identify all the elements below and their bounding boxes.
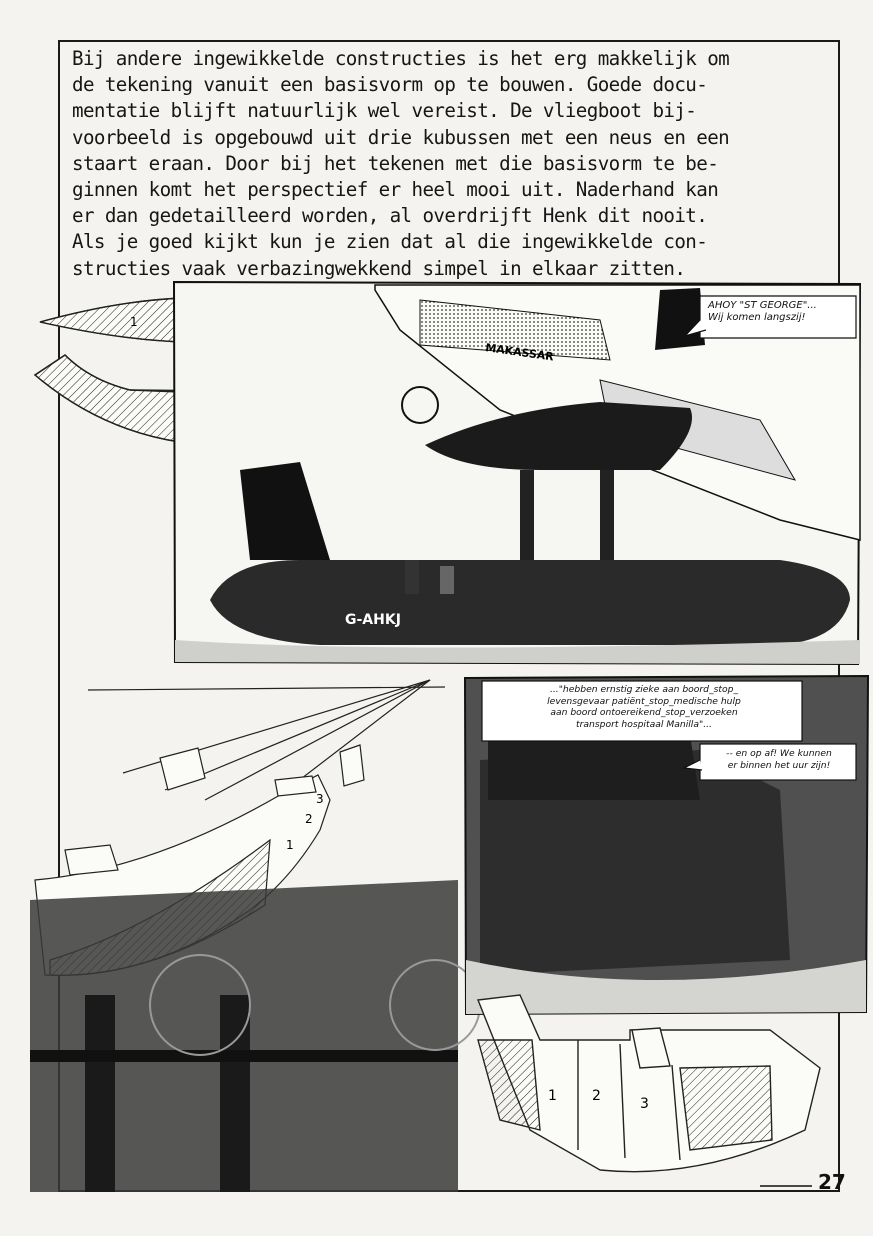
sketch-hull-perspective xyxy=(478,995,820,1172)
sketch-top-number-1: 1 xyxy=(130,315,138,329)
page-number: 27 xyxy=(818,1170,846,1194)
speech-bubble-1-text: AHOY "ST GEORGE"... Wij komen langszij! xyxy=(708,300,817,323)
sketch-bottom-number-1: 1 xyxy=(548,1088,557,1104)
persp-number-2: 2 xyxy=(305,812,313,826)
comic-panel-1 xyxy=(174,282,860,664)
sketch-bottom-number-3: 3 xyxy=(640,1096,649,1112)
plane-registration-label: G-AHKJ xyxy=(345,612,401,628)
speech-bubble-3-text: -- en op af! We kunnen er binnen het uur zijn! xyxy=(726,748,832,771)
ship-name-label: MAKASSAR xyxy=(484,341,555,364)
intro-paragraph: Bij andere ingewikkelde constructies is het erg makkelijk om de tekening vanuit een basisvorm op te bouwen. Goede docu- mentatie blijft natuurlijk wel vereist. De vliegboot bij- voorbeeld is opgebouwd uit drie kubussen met een neus en een staart eraan. Door bij het tekenen met die basisvorm te be- ginnen komt het perspectief er heel mooi uit. Naderhand kan er dan gedetailleerd worden, al overdrijft Henk dit nooit. Als je goed kijkt kun je zien dat al die ingewikkelde con- structies vaak verbazingwekkend simpel in elkaar zitten. xyxy=(72,47,730,280)
comic-panel-pier xyxy=(30,880,480,1192)
persp-number-1: 1 xyxy=(286,838,294,852)
sketch-bottom-number-2: 2 xyxy=(592,1088,601,1104)
persp-number-3: 3 xyxy=(316,792,324,806)
speech-bubble-2-text: ..."hebben ernstig zieke aan boord_stop_ levensgevaar patiënt_stop_medische hulp aan boord ontoereikend_stop_verzoeken transport hospitaal Manilla"... xyxy=(547,684,741,730)
